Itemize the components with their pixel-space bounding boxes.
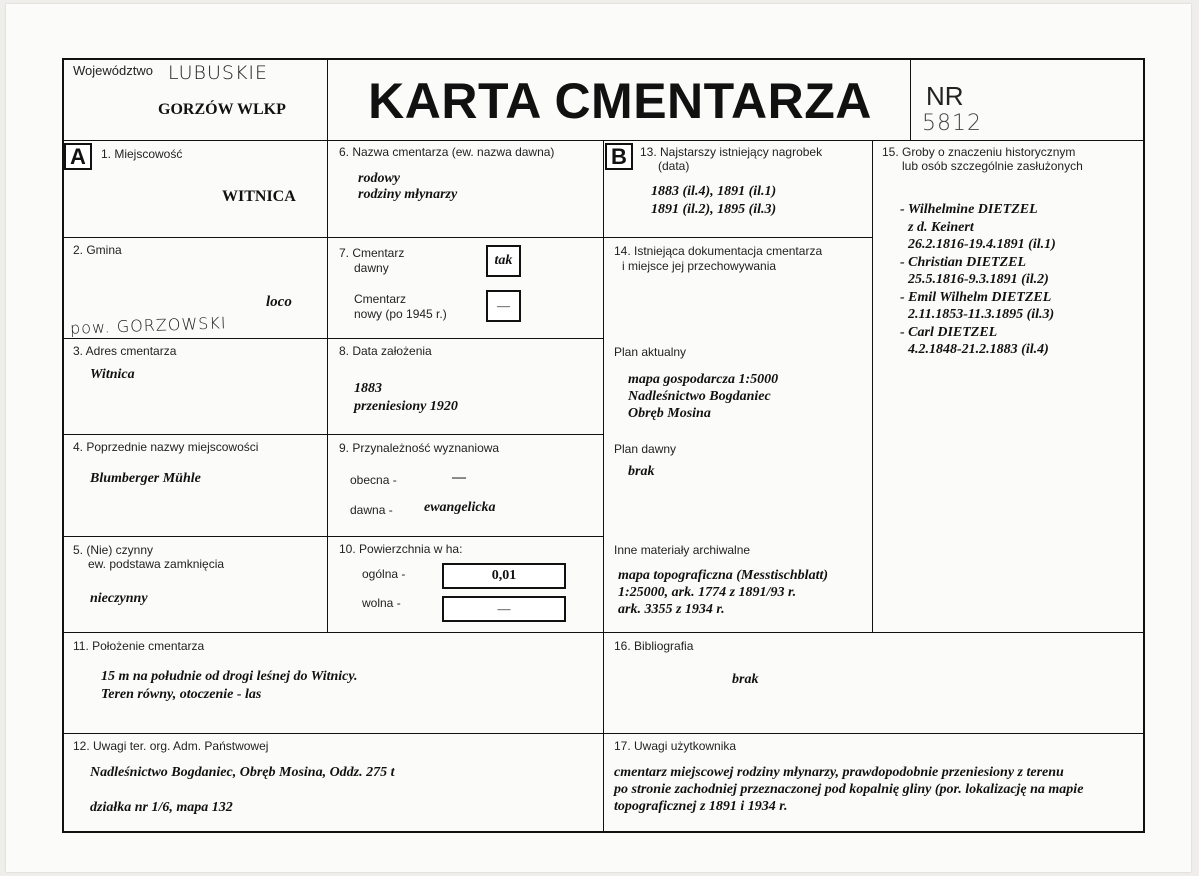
grave-3-name: - Emil Wilhelm DIETZEL	[900, 289, 1052, 305]
f9-dawna-label: dawna -	[350, 503, 393, 517]
f14-inne-2: 1:25000, ark. 1774 z 1891/93 r.	[618, 585, 797, 600]
f3-label: 3. Adres cmentarza	[73, 344, 177, 358]
section-b-badge: B	[605, 143, 633, 170]
f7-dawny-box: tak	[486, 245, 521, 277]
f3-value: Witnica	[90, 367, 135, 382]
f1-label: 1. Miejscowość	[101, 147, 183, 161]
wojewodztwo-handwritten: LUBUSKIE	[168, 62, 269, 84]
f2-label: 2. Gmina	[73, 243, 122, 257]
wojewodztwo-printed: GORZÓW WLKP	[158, 101, 286, 118]
f13-label: 13. Najstarszy istniejący nagrobek	[640, 145, 823, 159]
f9-label: 9. Przynależność wyznaniowa	[339, 441, 500, 455]
grave-4-dates: 4.2.1848-21.2.1883 (il.4)	[908, 342, 1049, 357]
f5-sublabel: ew. podstawa zamknięcia	[88, 557, 225, 571]
f9-obecna-label: obecna -	[350, 473, 397, 487]
f10-wolna-box: —	[442, 596, 566, 622]
f16-label: 16. Bibliografia	[614, 639, 694, 653]
f13-value-2: 1891 (il.2), 1895 (il.3)	[651, 202, 777, 217]
nr-handwritten: 5812	[922, 111, 982, 136]
f12-value-1: Nadleśnictwo Bogdaniec, Obręb Mosina, Oddz. 275 t	[90, 765, 395, 780]
f10-wolna-label: wolna -	[362, 596, 401, 610]
f7-label: 7. Cmentarz	[339, 246, 405, 260]
f14-sublabel: i miejsce jej przechowywania	[622, 259, 777, 273]
f14-plan-dawny-value: brak	[628, 464, 655, 479]
f7-cmentarz-label: Cmentarz	[354, 292, 407, 306]
f14-plan-aktualny-2: Nadleśnictwo Bogdaniec	[628, 389, 771, 404]
f15-graves-list	[900, 201, 1056, 359]
grave-1-name: - Wilhelmine DIETZEL	[900, 202, 1038, 217]
f7-dawny-label: dawny	[354, 261, 389, 275]
f12-label: 12. Uwagi ter. org. Adm. Państwowej	[73, 739, 269, 753]
wojewodztwo-label: Województwo	[73, 63, 153, 78]
grave-2-name: - Christian DIETZEL	[900, 254, 1027, 270]
grave-1-maiden: z d. Keinert	[908, 219, 974, 235]
f13-value-1: 1883 (il.4), 1891 (il.1)	[651, 184, 777, 199]
f6-value-1: rodowy	[358, 171, 400, 186]
f13-sublabel: (data)	[658, 159, 690, 173]
f11-label: 11. Położenie cmentarza	[73, 639, 205, 653]
f10-ogolna-label: ogólna -	[362, 567, 406, 581]
f7-nowy-box: —	[486, 290, 521, 322]
f9-dawna-value: ewangelicka	[424, 500, 496, 515]
f9-obecna-value: —	[452, 470, 466, 485]
f8-label: 8. Data założenia	[339, 344, 432, 358]
f10-ogolna-box: 0,01	[442, 563, 566, 589]
f5-value: nieczynny	[90, 591, 148, 606]
f10-label: 10. Powierzchnia w ha:	[339, 542, 463, 556]
f6-label: 6. Nazwa cmentarza (ew. nazwa dawna)	[339, 145, 555, 159]
f14-plan-aktualny-label: Plan aktualny	[614, 345, 687, 359]
f17-value-1: cmentarz miejscowej rodziny młynarzy, prawdopodobnie przeniesiony z terenu	[614, 765, 1064, 780]
f17-label: 17. Uwagi użytkownika	[614, 739, 737, 753]
nr-label: NR	[926, 81, 964, 111]
f5-label: 5. (Nie) czynny	[73, 543, 154, 557]
f14-plan-aktualny-3: Obręb Mosina	[628, 406, 711, 421]
f17-value-3: topograficznej z 1891 i 1934 r.	[614, 799, 788, 814]
f4-value: Blumberger Mühle	[90, 471, 201, 486]
f14-inne-3: ark. 3355 z 1934 r.	[618, 602, 725, 617]
f14-plan-aktualny-1: mapa gospodarcza 1:5000	[628, 372, 779, 387]
f12-value-2: działka nr 1/6, mapa 132	[90, 800, 233, 815]
grave-4-name: - Carl DIETZEL	[900, 324, 998, 340]
f14-plan-dawny-label: Plan dawny	[614, 442, 677, 456]
f4-label: 4. Poprzednie nazwy miejscowości	[73, 440, 259, 454]
f11-value-2: Teren równy, otoczenie - las	[101, 687, 262, 702]
f2-value: loco	[266, 294, 292, 310]
f17-value-2: po stronie zachodniej przeznaczonej pod kopalnię gliny (por. lokalizację na mapie	[614, 782, 1084, 797]
f14-label: 14. Istniejąca dokumentacja cmentarza	[614, 244, 823, 258]
f11-value-1: 15 m na południe od drogi leśnej do Witnicy.	[101, 669, 358, 684]
grave-1-dates: 26.2.1816-19.4.1891 (il.1)	[908, 237, 1056, 252]
f1-value: WITNICA	[222, 188, 296, 205]
grave-3-dates: 2.11.1853-11.3.1895 (il.3)	[908, 307, 1055, 322]
f15-sublabel: lub osób szczególnie zasłużonych	[902, 159, 1083, 173]
grave-2-dates: 25.5.1816-9.3.1891 (il.2)	[908, 272, 1049, 287]
page-title: KARTA CMENTARZA	[368, 73, 872, 129]
section-a-badge: A	[64, 143, 92, 170]
f15-label: 15. Groby o znaczeniu historycznym	[882, 145, 1076, 159]
f6-value-2: rodziny młynarzy	[358, 187, 458, 202]
f14-inne-1: mapa topograficzna (Messtischblatt)	[618, 568, 829, 583]
f14-inne-label: Inne materiały archiwalne	[614, 543, 751, 557]
f7-nowy-label: nowy (po 1945 r.)	[354, 307, 447, 321]
f8-value-1: 1883	[354, 381, 382, 396]
f16-value: brak	[732, 672, 759, 687]
f2-handwritten: pow. GORZOWSKI	[69, 313, 227, 338]
f8-value-2: przeniesiony 1920	[354, 399, 458, 414]
